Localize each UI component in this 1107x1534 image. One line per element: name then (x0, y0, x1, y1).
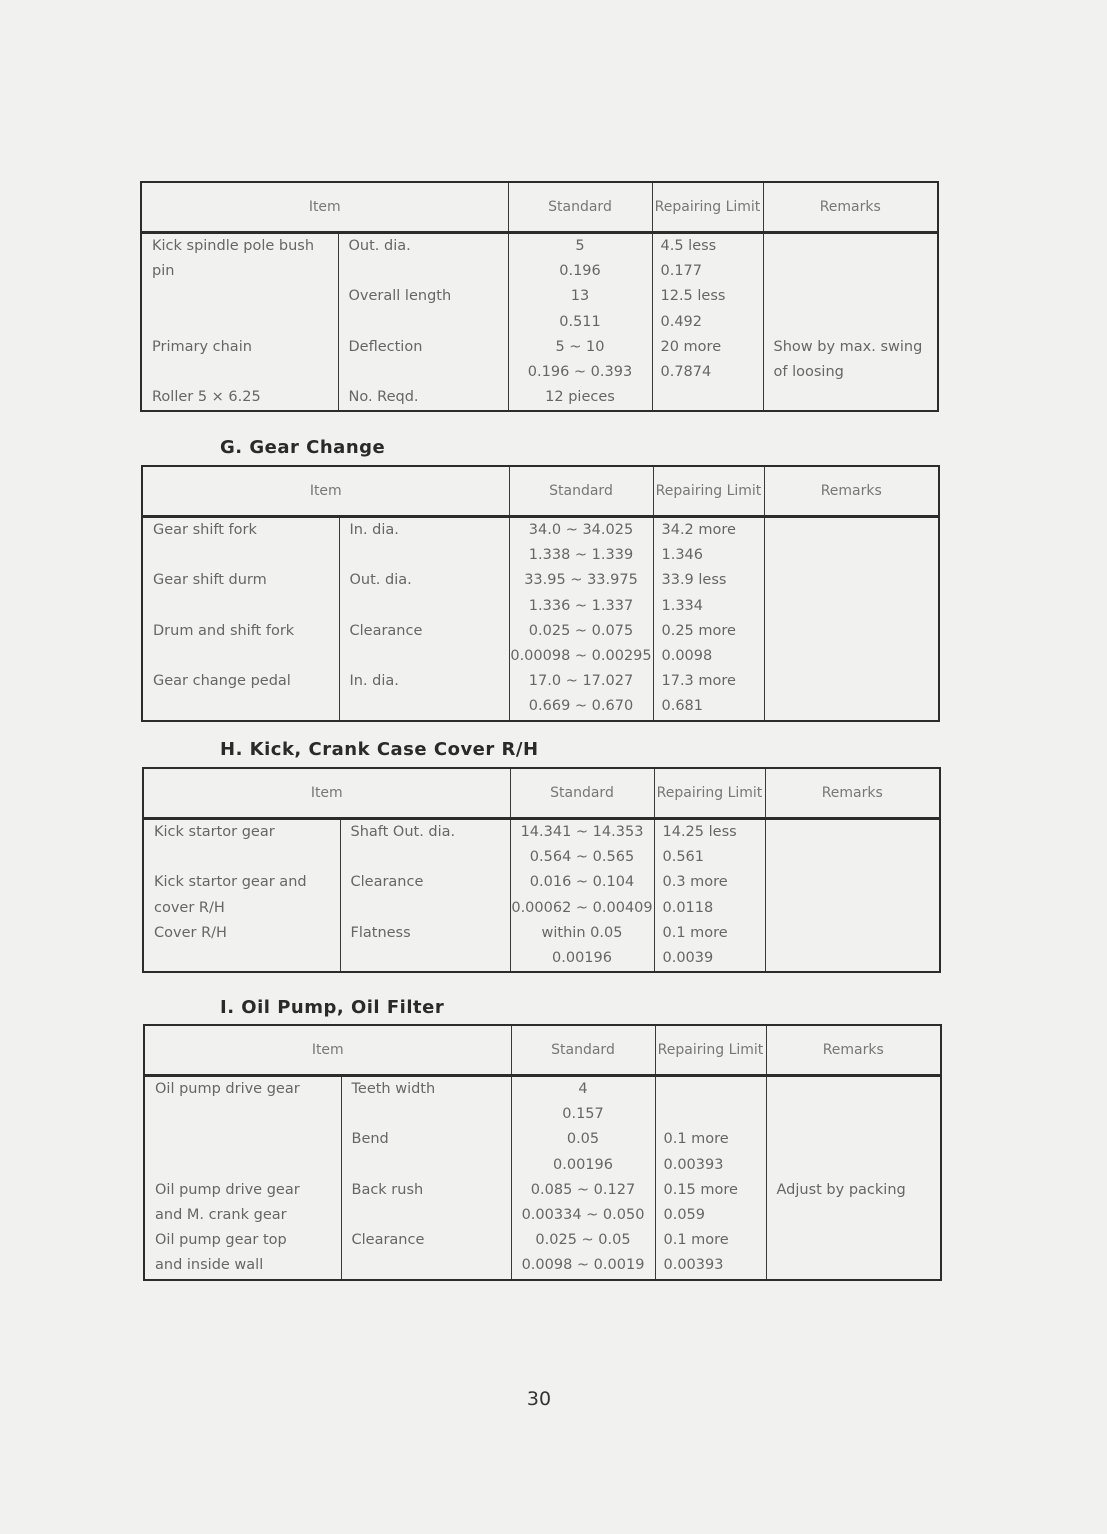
item-cell (141, 310, 338, 335)
standard-cell: 0.564 ~ 0.565 (510, 845, 654, 870)
sub-item-cell: Back rush (341, 1178, 511, 1203)
repairing-limit-cell (655, 1076, 766, 1103)
remarks-cell (765, 921, 940, 946)
remarks-cell (766, 1203, 941, 1228)
repairing-limit-cell: 0.25 more (653, 619, 764, 644)
table-row (144, 1102, 941, 1127)
standard-cell: 0.00196 (510, 946, 654, 972)
standard-cell: 0.196 ~ 0.393 (508, 360, 652, 385)
remarks-cell (764, 694, 939, 720)
table-row (142, 669, 939, 694)
table-row (141, 335, 938, 360)
remarks-cell (764, 594, 939, 619)
repairing-limit-cell: 0.1 more (655, 1228, 766, 1253)
item-cell (144, 1102, 341, 1127)
sub-item-cell (339, 594, 509, 619)
item-cell: Gear shift durm (142, 568, 339, 593)
repairing-limit-cell: 1.334 (653, 594, 764, 619)
item-cell: and inside wall (144, 1253, 341, 1279)
table-row (141, 385, 938, 411)
table-body (141, 233, 938, 412)
sub-item-cell (340, 946, 510, 972)
remarks-cell: Show by max. swing (763, 335, 938, 360)
table-body (144, 1076, 941, 1280)
table-row (144, 1228, 941, 1253)
sub-item-cell (341, 1253, 511, 1279)
repairing-limit-cell: 0.1 more (655, 1127, 766, 1152)
sub-item-cell (341, 1153, 511, 1178)
standard-cell: 1.338 ~ 1.339 (509, 543, 653, 568)
standard-cell: 5 ~ 10 (508, 335, 652, 360)
sub-item-cell: No. Reqd. (338, 385, 508, 411)
sub-item-cell (340, 896, 510, 921)
repairing-limit-cell: 12.5 less (652, 284, 763, 309)
standard-cell: 12 pieces (508, 385, 652, 411)
spec-table-chain (140, 181, 939, 412)
table-row (141, 233, 938, 260)
table-row (144, 1178, 941, 1203)
item-cell: and M. crank gear (144, 1203, 341, 1228)
standard-cell: 0.085 ~ 0.127 (511, 1178, 655, 1203)
repairing-limit-cell: 0.561 (654, 845, 765, 870)
header-remarks: Remarks (765, 768, 940, 819)
table-row (143, 870, 940, 895)
remarks-cell (765, 819, 940, 846)
standard-cell: 14.341 ~ 14.353 (510, 819, 654, 846)
repairing-limit-cell: 4.5 less (652, 233, 763, 260)
item-cell (142, 644, 339, 669)
remarks-cell (765, 870, 940, 895)
sub-item-cell: In. dia. (339, 517, 509, 544)
table-body (142, 517, 939, 721)
header-repairing-limit: Repairing Limit (655, 1025, 766, 1076)
repairing-limit-cell: 33.9 less (653, 568, 764, 593)
item-cell: Primary chain (141, 335, 338, 360)
table-row (141, 310, 938, 335)
sub-item-cell: Out. dia. (338, 233, 508, 260)
sub-item-cell: Bend (341, 1127, 511, 1152)
table-row (144, 1076, 941, 1103)
table-row (144, 1203, 941, 1228)
standard-cell: 0.0098 ~ 0.0019 (511, 1253, 655, 1279)
standard-cell: 0.00196 (511, 1153, 655, 1178)
header-remarks: Remarks (764, 466, 939, 517)
standard-cell: 17.0 ~ 17.027 (509, 669, 653, 694)
sub-item-cell: Out. dia. (339, 568, 509, 593)
item-cell (143, 845, 340, 870)
standard-cell: 0.05 (511, 1127, 655, 1152)
header-remarks: Remarks (766, 1025, 941, 1076)
repairing-limit-cell: 0.7874 (652, 360, 763, 385)
repairing-limit-cell: 0.059 (655, 1203, 766, 1228)
sub-item-cell (338, 259, 508, 284)
table-body (143, 819, 940, 973)
item-cell (143, 946, 340, 972)
spec-table-oil-pump (143, 1024, 942, 1281)
standard-cell: 5 (508, 233, 652, 260)
header-repairing-limit: Repairing Limit (652, 182, 763, 233)
remarks-cell (765, 896, 940, 921)
repairing-limit-cell: 0.15 more (655, 1178, 766, 1203)
repairing-limit-cell: 14.25 less (654, 819, 765, 846)
standard-cell: 0.511 (508, 310, 652, 335)
item-cell: Cover R/H (143, 921, 340, 946)
repairing-limit-cell: 0.00393 (655, 1253, 766, 1279)
remarks-cell (765, 845, 940, 870)
item-cell (144, 1127, 341, 1152)
table-row (141, 360, 938, 385)
repairing-limit-cell: 20 more (652, 335, 763, 360)
standard-cell: 13 (508, 284, 652, 309)
spec-table-kick-crank-case (142, 767, 941, 973)
standard-cell: 0.669 ~ 0.670 (509, 694, 653, 720)
repairing-limit-cell: 0.3 more (654, 870, 765, 895)
item-cell: Oil pump gear top (144, 1228, 341, 1253)
remarks-cell (763, 385, 938, 411)
header-item: Item (141, 182, 508, 233)
sub-item-cell (338, 360, 508, 385)
standard-cell: 4 (511, 1076, 655, 1103)
item-cell: Kick startor gear (143, 819, 340, 846)
page-number: 30 (526, 1388, 552, 1410)
sub-item-cell: Clearance (339, 619, 509, 644)
header-repairing-limit: Repairing Limit (653, 466, 764, 517)
remarks-cell (766, 1076, 941, 1103)
repairing-limit-cell: 1.346 (653, 543, 764, 568)
table-row (141, 284, 938, 309)
standard-cell: 0.157 (511, 1102, 655, 1127)
sub-item-cell (338, 310, 508, 335)
table-row (142, 594, 939, 619)
sub-item-cell: Clearance (340, 870, 510, 895)
header-remarks: Remarks (763, 182, 938, 233)
remarks-cell (764, 568, 939, 593)
header-repairing-limit: Repairing Limit (654, 768, 765, 819)
table-row (142, 644, 939, 669)
table-row (142, 517, 939, 544)
section-title-kick-crank-case: H. Kick, Crank Case Cover R/H (220, 739, 539, 760)
header-standard: Standard (510, 768, 654, 819)
item-cell: Oil pump drive gear (144, 1076, 341, 1103)
table-row (144, 1153, 941, 1178)
item-cell (142, 543, 339, 568)
standard-cell: 0.00334 ~ 0.050 (511, 1203, 655, 1228)
header-standard: Standard (509, 466, 653, 517)
sub-item-cell: In. dia. (339, 669, 509, 694)
remarks-cell (766, 1127, 941, 1152)
sub-item-cell (341, 1102, 511, 1127)
table-row (142, 543, 939, 568)
sub-item-cell (340, 845, 510, 870)
remarks-cell (764, 669, 939, 694)
spec-table-gear-change (141, 465, 940, 722)
table-row (142, 694, 939, 720)
remarks-cell (764, 619, 939, 644)
remarks-cell: of loosing (763, 360, 938, 385)
item-cell: pin (141, 259, 338, 284)
remarks-cell: Adjust by packing (766, 1178, 941, 1203)
standard-cell: within 0.05 (510, 921, 654, 946)
standard-cell: 34.0 ~ 34.025 (509, 517, 653, 544)
repairing-limit-cell: 0.0118 (654, 896, 765, 921)
repairing-limit-cell: 34.2 more (653, 517, 764, 544)
table-row (143, 896, 940, 921)
standard-cell: 0.00098 ~ 0.00295 (509, 644, 653, 669)
item-cell (142, 694, 339, 720)
remarks-cell (763, 259, 938, 284)
sub-item-cell (339, 543, 509, 568)
item-cell: cover R/H (143, 896, 340, 921)
remarks-cell (765, 946, 940, 972)
standard-cell: 0.025 ~ 0.05 (511, 1228, 655, 1253)
item-cell (144, 1153, 341, 1178)
remarks-cell (763, 284, 938, 309)
sub-item-cell (339, 644, 509, 669)
repairing-limit-cell (655, 1102, 766, 1127)
repairing-limit-cell: 17.3 more (653, 669, 764, 694)
standard-cell: 1.336 ~ 1.337 (509, 594, 653, 619)
table-row (143, 946, 940, 972)
table-row (141, 259, 938, 284)
remarks-cell (766, 1153, 941, 1178)
repairing-limit-cell: 0.492 (652, 310, 763, 335)
repairing-limit-cell: 0.681 (653, 694, 764, 720)
table-row (143, 845, 940, 870)
sub-item-cell: Clearance (341, 1228, 511, 1253)
remarks-cell (764, 644, 939, 669)
repairing-limit-cell: 0.177 (652, 259, 763, 284)
remarks-cell (766, 1253, 941, 1279)
remarks-cell (764, 517, 939, 544)
header-item: Item (142, 466, 509, 517)
standard-cell: 0.025 ~ 0.075 (509, 619, 653, 644)
repairing-limit-cell: 0.0039 (654, 946, 765, 972)
remarks-cell (763, 233, 938, 260)
header-standard: Standard (508, 182, 652, 233)
table-row (142, 619, 939, 644)
sub-item-cell: Deflection (338, 335, 508, 360)
remarks-cell (766, 1102, 941, 1127)
item-cell: Kick startor gear and (143, 870, 340, 895)
sub-item-cell: Overall length (338, 284, 508, 309)
item-cell: Gear shift fork (142, 517, 339, 544)
item-cell: Drum and shift fork (142, 619, 339, 644)
repairing-limit-cell: 0.0098 (653, 644, 764, 669)
standard-cell: 33.95 ~ 33.975 (509, 568, 653, 593)
repairing-limit-cell: 0.1 more (654, 921, 765, 946)
section-title-gear-change: G. Gear Change (220, 437, 386, 458)
item-cell: Oil pump drive gear (144, 1178, 341, 1203)
header-item: Item (143, 768, 510, 819)
table-row (143, 819, 940, 846)
header-item: Item (144, 1025, 511, 1076)
item-cell: Gear change pedal (142, 669, 339, 694)
remarks-cell (766, 1228, 941, 1253)
sub-item-cell: Shaft Out. dia. (340, 819, 510, 846)
remarks-cell (764, 543, 939, 568)
sub-item-cell (341, 1203, 511, 1228)
standard-cell: 0.196 (508, 259, 652, 284)
section-title-oil-pump: I. Oil Pump, Oil Filter (220, 997, 445, 1018)
remarks-cell (763, 310, 938, 335)
item-cell (142, 594, 339, 619)
item-cell (141, 360, 338, 385)
repairing-limit-cell (652, 385, 763, 411)
item-cell: Roller 5 × 6.25 (141, 385, 338, 411)
item-cell: Kick spindle pole bush (141, 233, 338, 260)
standard-cell: 0.00062 ~ 0.00409 (510, 896, 654, 921)
standard-cell: 0.016 ~ 0.104 (510, 870, 654, 895)
sub-item-cell: Flatness (340, 921, 510, 946)
repairing-limit-cell: 0.00393 (655, 1153, 766, 1178)
sub-item-cell: Teeth width (341, 1076, 511, 1103)
table-row (142, 568, 939, 593)
table-row (144, 1253, 941, 1279)
sub-item-cell (339, 694, 509, 720)
header-standard: Standard (511, 1025, 655, 1076)
table-row (143, 921, 940, 946)
item-cell (141, 284, 338, 309)
table-row (144, 1127, 941, 1152)
